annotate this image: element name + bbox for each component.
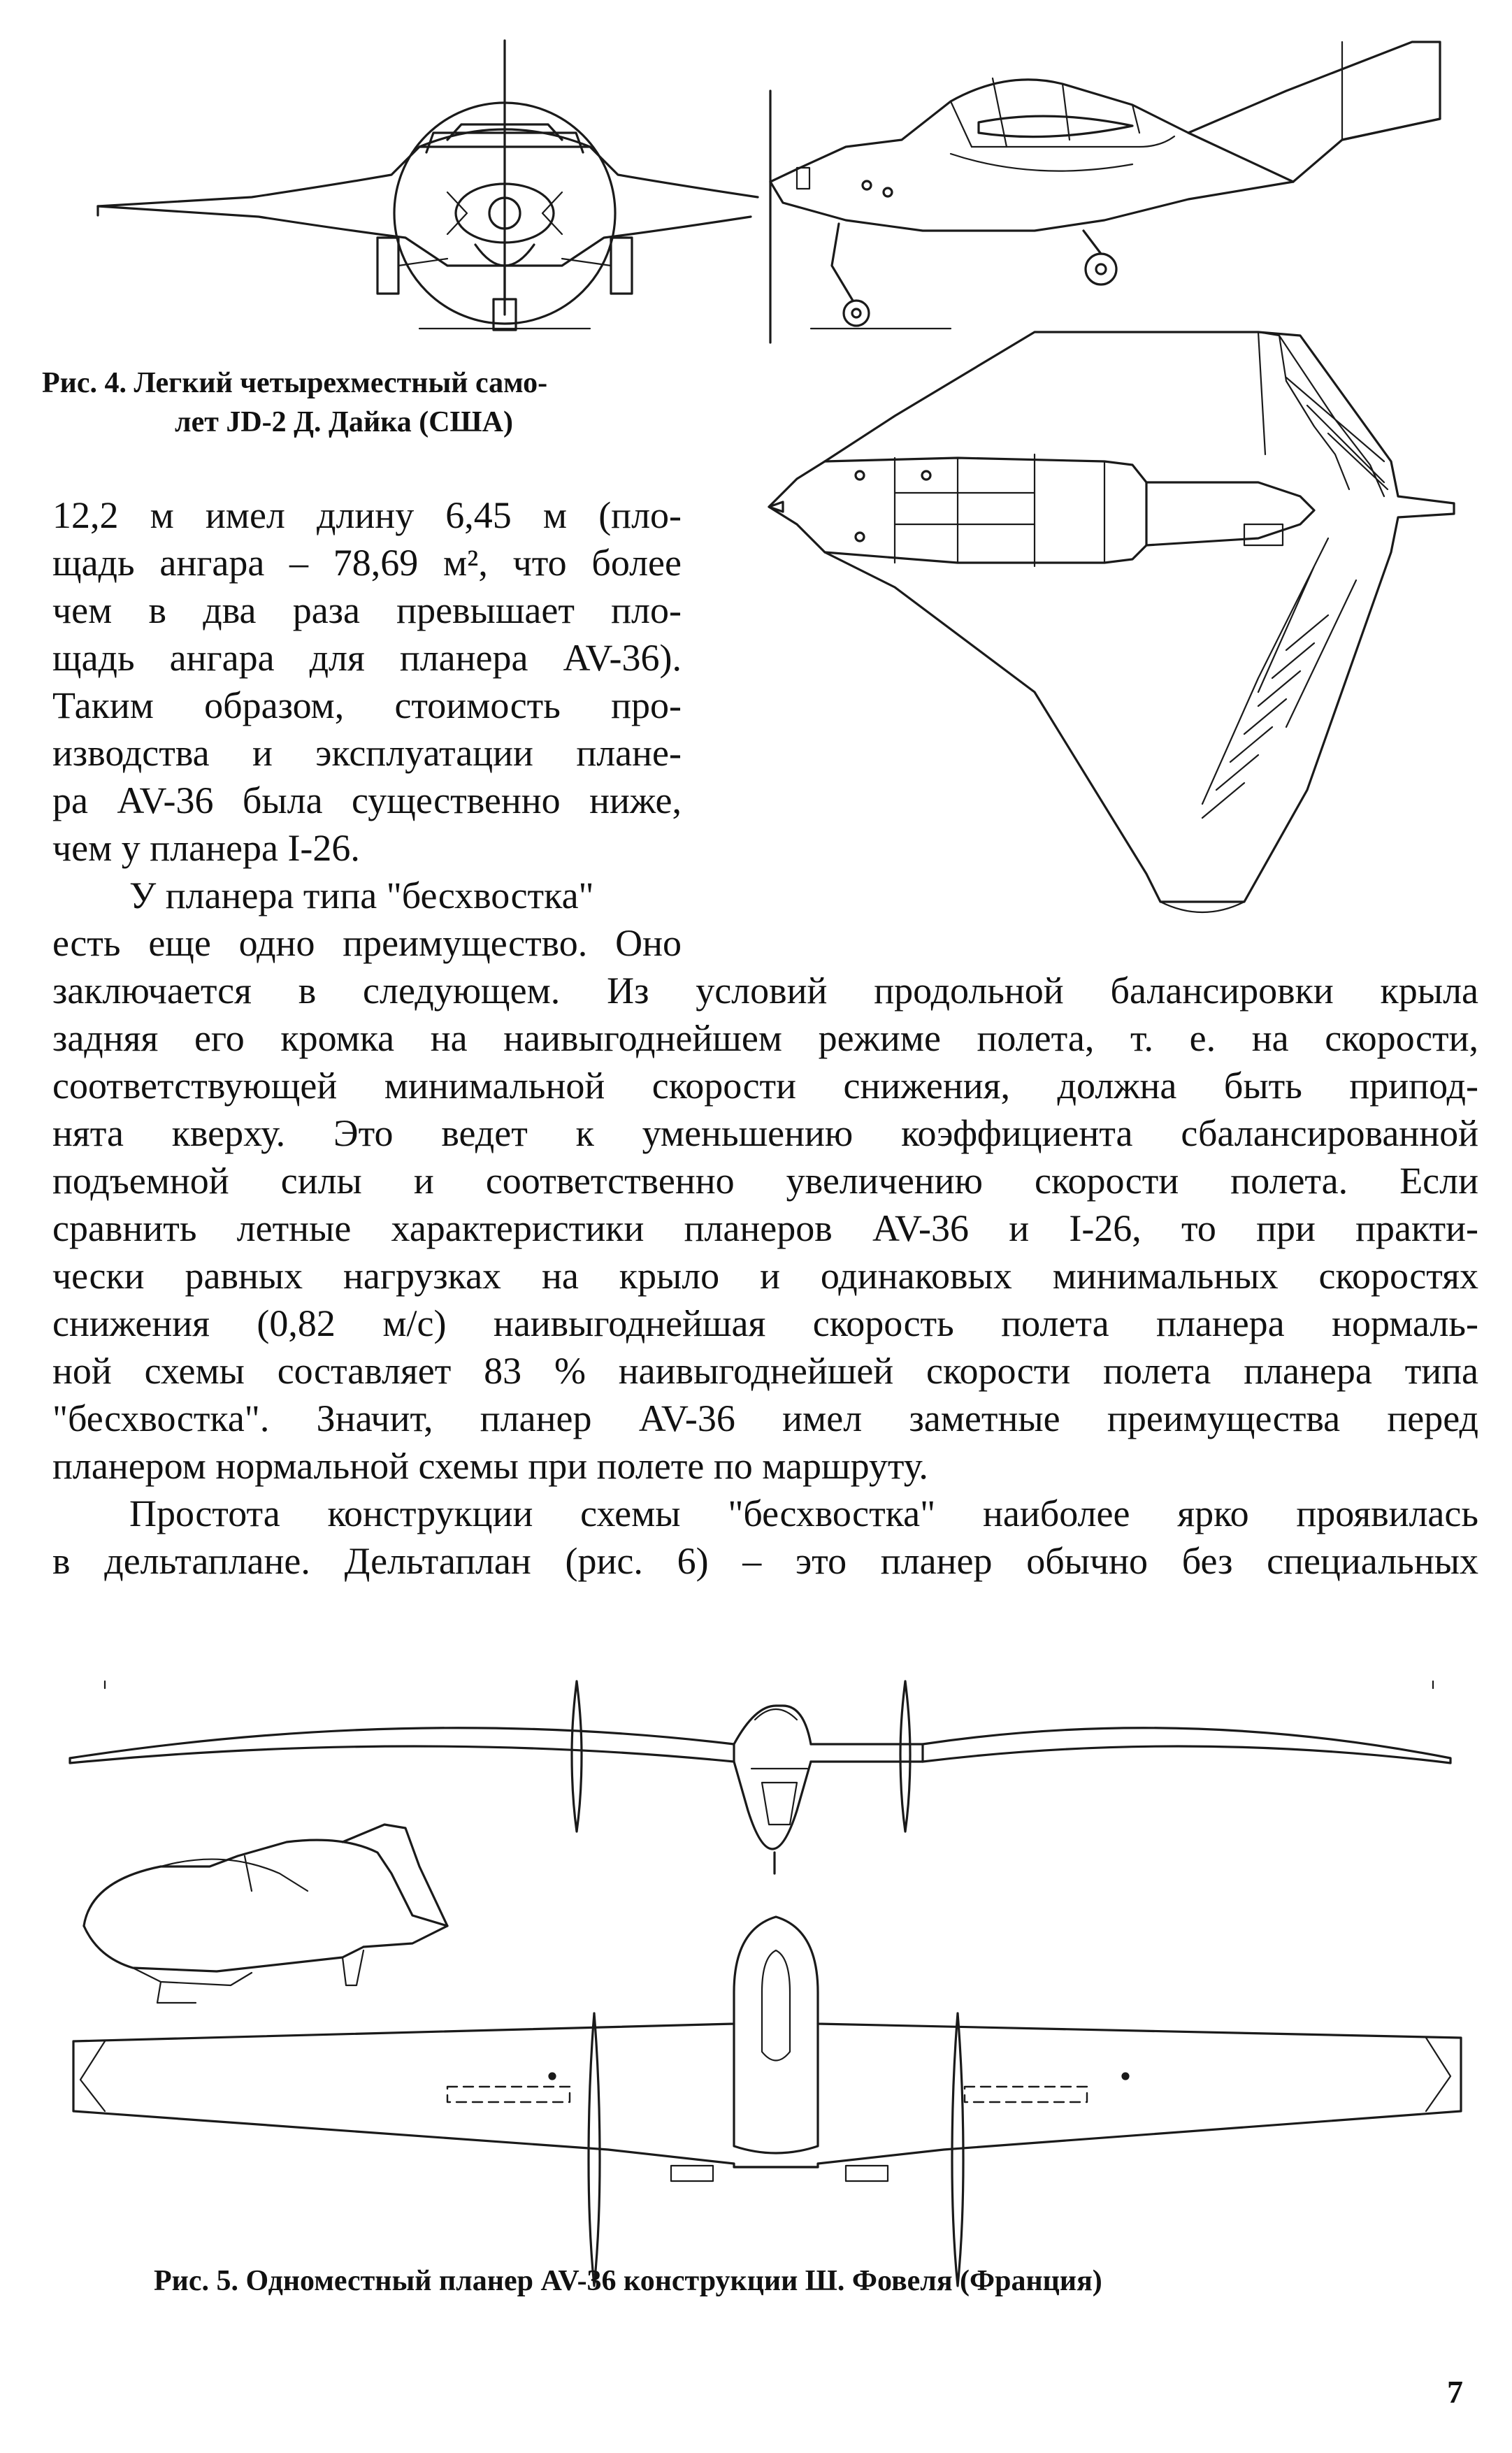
jd2-top-view-drawing	[755, 315, 1489, 944]
text-line: Простота конструкции схемы "бесхвостка" наиболее ярко проявилась	[129, 1492, 1478, 1534]
figure-4-caption-line1: Рис. 4. Легкий четырехместный само-	[42, 367, 548, 399]
text-line: соответствующей минимальной скорости снижения, должна быть припод-	[52, 1065, 1478, 1107]
text-line: нята кверху. Это ведет к уменьшению коэффициента сбалансированной	[52, 1112, 1478, 1154]
text-line: изводства и эксплуатации плане-	[52, 732, 682, 774]
figure-4-caption-line2: лет JD-2 Д. Дайка (США)	[175, 406, 513, 438]
jd2-side-view-drawing	[741, 42, 1482, 350]
av36-top-view-drawing	[63, 1908, 1461, 2300]
figure-4-caption	[42, 364, 706, 442]
full-width-text	[52, 967, 1478, 1585]
text-line: планером нормальной схемы при полете по маршруту.	[52, 1445, 928, 1487]
text-line: чески равных нагрузках на крыло и одинаковых минимальных скоростях	[52, 1255, 1478, 1297]
text-line: сравнить летные характеристики планеров AV-36 и I-26, то при практи-	[52, 1207, 1478, 1249]
text-line: "бесхвостка". Значит, планер AV-36 имел заметные преимущества перед	[52, 1397, 1478, 1439]
text-line: щадь ангара – 78,69 м², что более	[52, 542, 682, 584]
page-number: 7	[1447, 2374, 1463, 2410]
text-line: ной схемы составляет 83 % наивыгоднейшей скорости полета планера типа	[52, 1350, 1478, 1392]
text-line: заключается в следующем. Из условий продольной балансировки крыла	[52, 970, 1478, 1012]
text-line: чем в два раза превышает пло-	[52, 589, 682, 631]
jd2-front-view-drawing	[84, 35, 699, 343]
text-line: есть еще одно преимущество. Оно	[52, 922, 682, 964]
text-line: У планера типа "бесхвостка"	[129, 875, 594, 916]
text-line: ра AV-36 была существенно ниже,	[52, 779, 682, 821]
text-line: щадь ангара для планера AV-36).	[52, 637, 682, 679]
figure-5-caption: Рис. 5. Одноместный планер AV-36 конструкции Ш. Фовеля (Франция)	[154, 2265, 1102, 2297]
text-line: задняя его кромка на наивыгоднейшем режиме полета, т. е. на скорости,	[52, 1017, 1478, 1059]
narrow-text-column	[52, 491, 682, 967]
text-line: подъемной силы и соответственно увеличению скорости полета. Если	[52, 1160, 1478, 1202]
text-line: 12,2 м имел длину 6,45 м (пло-	[52, 494, 682, 536]
text-line: чем у планера I-26.	[52, 827, 360, 869]
text-line: Таким образом, стоимость про-	[52, 684, 682, 726]
text-line: снижения (0,82 м/с) наивыгоднейшая скорость полета планера нормаль-	[52, 1302, 1478, 1344]
text-line: в дельтаплане. Дельтаплан (рис. 6) – это планер обычно без специальных	[52, 1540, 1478, 1582]
